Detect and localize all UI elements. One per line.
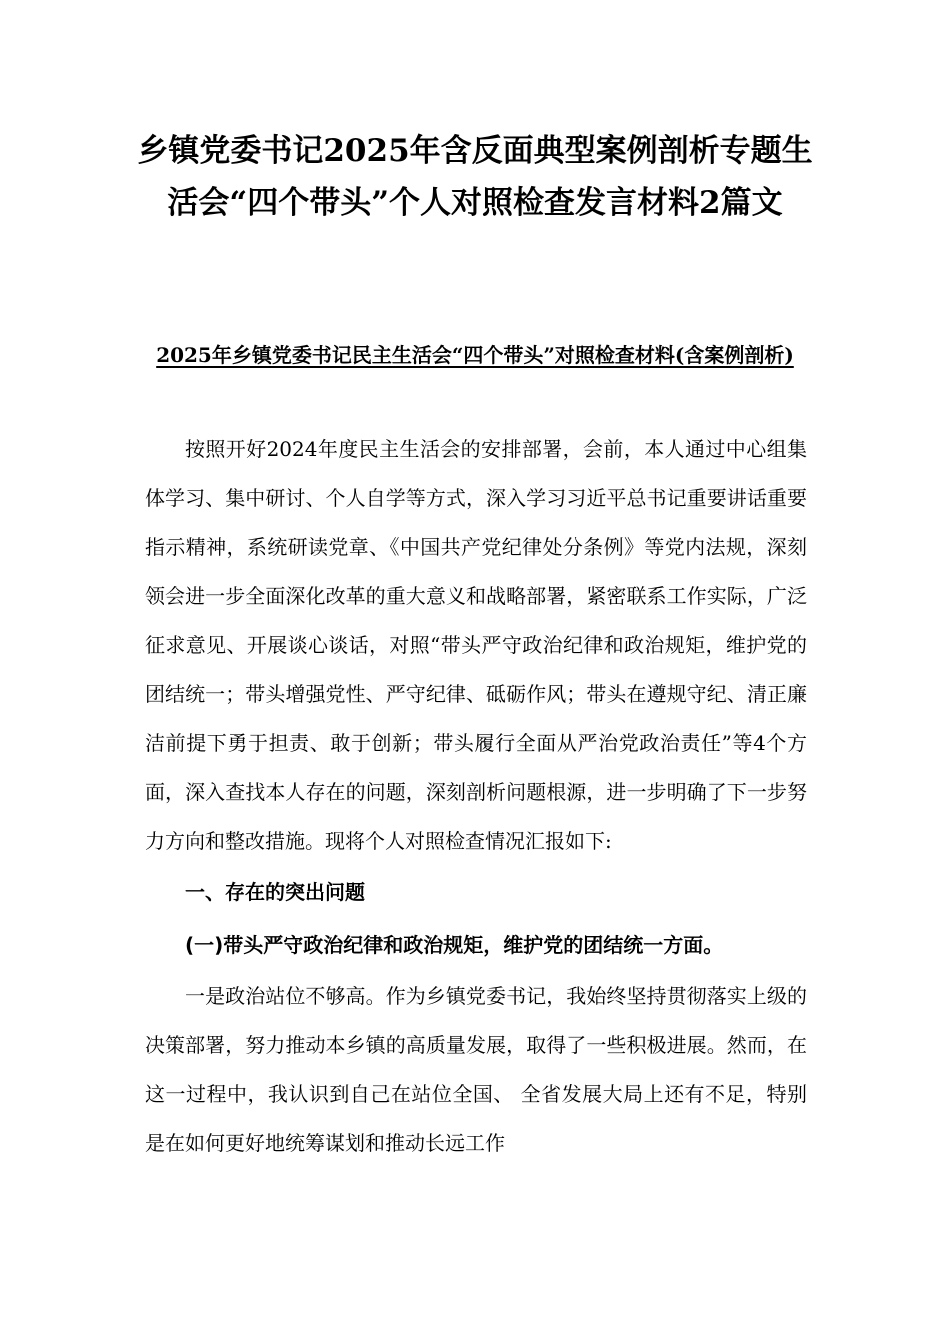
body-paragraph: 一是政治站位不够高。作为乡镇党委书记，我始终坚持贯彻落实上级的决策部署，努力推动本乡镇的高质量发展，取得了一些积极进展。然而，在这一过程中，我认识到自己在站位全国、 全省发展大局上还有不足，特别是在如何更好地统筹谋划和推动长远工作 [145, 984, 807, 1155]
document-subtitle: 2025年乡镇党委书记民主生活会“四个带头”对照检查材料(含案例剖析) [156, 343, 794, 367]
subsection-heading: (一)带头严守政治纪律和政治规矩，维护党的团结统一方面。 [185, 933, 724, 957]
document-title: 乡镇党委书记2025年含反面典型案例剖析专题生活会“四个带头”个人对照检查发言材料2篇文 [137, 133, 813, 221]
intro-paragraph: 按照开好2024年度民主生活会的安排部署，会前，本人通过中心组集体学习、集中研讨、个人自学等方式，深入学习习近平总书记重要讲话重要指示精神，系统研读党章、《中国共产党纪律处分条例》等党内法规，深刻领会进一步全面深化改革的重大意义和战略部署，紧密联系工作实际，广泛征求意见、开展谈心谈话，对照“带头严守政治纪律和政治规矩，维护党的团结统一；带头增强党性、严守纪律、砥砺作风；带头在遵规守纪、清正廉洁前提下勇于担责、敢于创新；带头履行全面从严治党政治责任”等4个方面，深入查找本人存在的问题，深刻剖析问题根源，进一步明确了下一步努力方向和整改措施。现将个人对照检查情况汇报如下: [145, 437, 807, 853]
document-body [145, 425, 807, 1168]
section-heading: 一、存在的突出问题 [185, 880, 365, 904]
